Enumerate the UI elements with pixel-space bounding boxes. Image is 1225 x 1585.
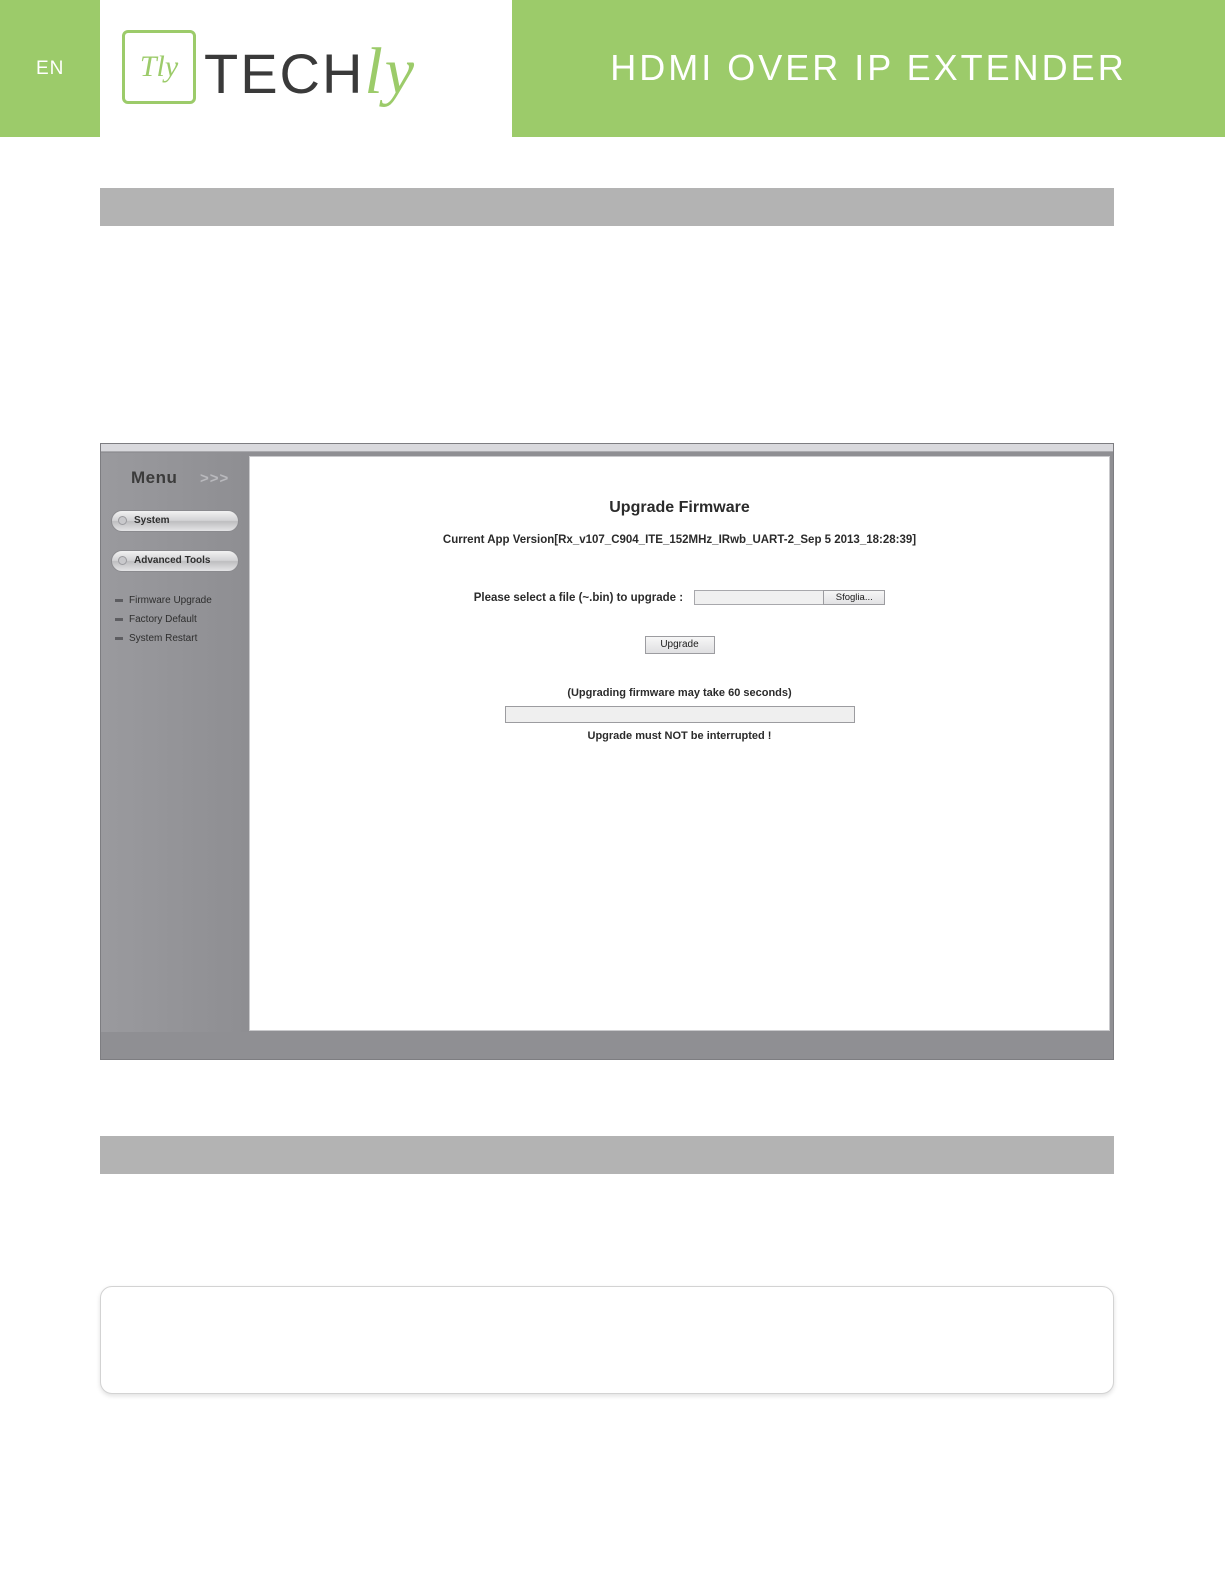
file-select-row [250,590,1109,605]
sidebar-item-system[interactable] [111,510,239,532]
content-panel [249,456,1110,1031]
browse-button[interactable]: Sfoglia... [823,590,885,605]
sidebar-item-system-label: System [134,515,170,526]
section-bar-top [100,188,1114,226]
sidebar-item-system-restart-label: System Restart [129,633,198,644]
figure-topbar [101,444,1113,452]
upgrade-warning-note: Upgrade must NOT be interrupted ! [587,730,772,742]
section-bar-bottom [100,1136,1114,1174]
bullet-icon [118,516,127,525]
brand-wordmark [204,34,416,110]
file-select-label: Please select a file (~.bin) to upgrade : [473,591,684,604]
sidebar [101,453,249,1032]
sidebar-item-advanced-tools-label: Advanced Tools [134,555,211,566]
techly-logo-icon [122,30,196,104]
file-path-input[interactable] [694,590,824,605]
dash-icon [115,637,123,640]
brand-wordmark-main: TECH [204,42,365,105]
logo-mark-text: Tly [139,50,179,83]
page-title: HDMI OVER IP EXTENDER [610,47,1127,88]
upgrade-firmware-heading: Upgrade Firmware [609,499,750,516]
bullet-icon [118,556,127,565]
section-bar-top-label [100,188,1114,206]
dash-icon [115,599,123,602]
logo-container [100,0,512,137]
sidebar-item-factory-default-label: Factory Default [129,614,197,625]
note-box [100,1286,1114,1394]
upgrade-button[interactable]: Upgrade [645,636,715,654]
note-box-text [101,1287,1113,1315]
chevron-right-icon: >>> [200,470,230,487]
screenshot-figure [100,443,1114,1060]
brand-wordmark-accent: ly [364,35,417,108]
header-right-band [512,0,1225,137]
page-header [0,0,1225,137]
sidebar-item-advanced-tools[interactable] [111,550,239,572]
sidebar-item-firmware-upgrade-label: Firmware Upgrade [129,595,212,606]
dash-icon [115,618,123,621]
menu-title: Menu [131,468,178,487]
upgrade-progress-bar [505,706,855,723]
upgrade-duration-note: (Upgrading firmware may take 60 seconds) [567,687,792,699]
section-bar-bottom-label [100,1136,1114,1154]
current-app-version: Current App Version[Rx_v107_C904_ITE_152MHz_IRwb_UART-2_Sep 5 2013_18:28:39] [442,534,917,546]
language-label: EN [36,58,65,79]
